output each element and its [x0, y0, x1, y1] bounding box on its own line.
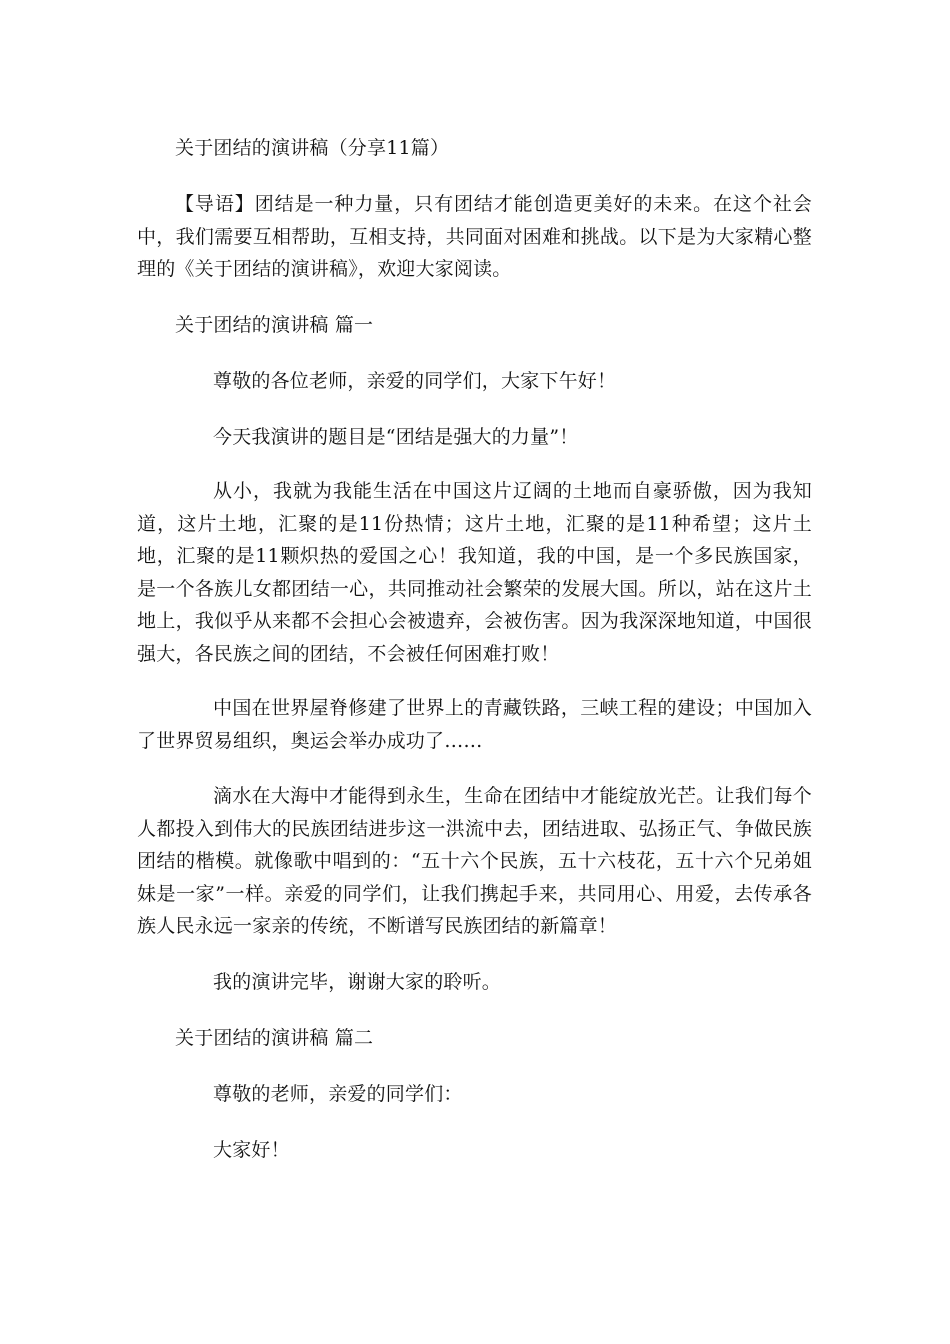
- section1-closing: 我的演讲完毕，谢谢大家的聆听。: [213, 971, 502, 993]
- section1-paragraph-2: 中国在世界屋脊修建了世界上的青藏铁路，三峡工程的建设；中国加入了世界贸易组织，奥运会举办成功了……: [137, 697, 812, 752]
- section1-paragraph-3: 滴水在大海中才能得到永生，生命在团结中才能绽放光芒。让我们每个人都投入到伟大的民族团结进步这一洪流中去，团结进取、弘扬正气、争做民族团结的楷模。就像歌中唱到的：“五十六个民族，五十六枝花，五十六个兄弟姐妹是一家”一样。亲爱的同学们，让我们携起手来，共同用心、用爱，去传承各族人民永远一家亲的传统，不断谱写民族团结的新篇章！: [137, 785, 812, 937]
- section2-greeting: 尊敬的老师，亲爱的同学们：: [213, 1083, 463, 1105]
- section1-paragraph-1: 从小，我就为我能生活在中国这片辽阔的土地而自豪骄傲，因为我知道，这片土地，汇聚的是11份热情；这片土地，汇聚的是11种希望；这片土地，汇聚的是11颗炽热的爱国之心！我知道，我的中国，是一个多民族国家，是一个各族儿女都团结一心，共同推动社会繁荣的发展大国。所以，站在这片土地上，我似乎从来都不会担心会被遗弃，会被伤害。因为我深深地知道，中国很强大，各民族之间的团结，不会被任何困难打败！: [137, 480, 812, 665]
- document-title: 关于团结的演讲稿（分享11篇）: [175, 137, 450, 159]
- section-heading-2: 关于团结的演讲稿 篇二: [175, 1027, 374, 1049]
- section1-topic: 今天我演讲的题目是“团结是强大的力量”！: [213, 426, 579, 448]
- section2-opening: 大家好！: [213, 1139, 290, 1161]
- section-heading-1: 关于团结的演讲稿 篇一: [175, 314, 374, 336]
- section1-greeting: 尊敬的各位老师，亲爱的同学们，大家下午好！: [213, 370, 617, 392]
- intro-paragraph: 【导语】团结是一种力量，只有团结才能创造更美好的未来。在这个社会中，我们需要互相帮助，互相支持，共同面对困难和挑战。以下是为大家精心整理的《关于团结的演讲稿》，欢迎大家阅读。: [137, 193, 812, 280]
